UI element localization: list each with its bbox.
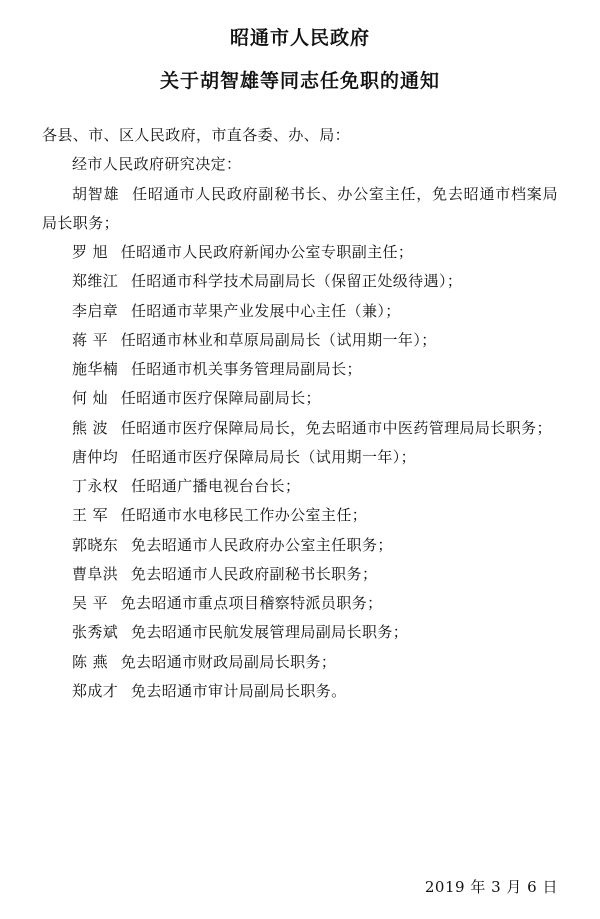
appointment-entry (42, 648, 558, 677)
salutation: 各县、市、区人民政府，市直各委、办、局： (42, 126, 351, 144)
appointment-entry (42, 560, 558, 589)
appointment-entry (42, 472, 558, 501)
entry-text: 免去昭通市审计局副局长职务。 (130, 681, 347, 700)
entry-text: 免去昭通市民航发展管理局副局长职务； (130, 623, 409, 642)
appointment-entry (42, 443, 558, 472)
entry-name: 胡智雄 (72, 184, 120, 203)
entry-text: 任昭通市水电移民工作办公室主任； (120, 506, 368, 525)
entry-name: 施华楠 (72, 360, 119, 378)
appointment-entry (42, 589, 558, 618)
appointment-entry (42, 618, 558, 647)
entry-text: 任昭通市苹果产业发展中心主任（兼）； (130, 301, 401, 320)
entry-name: 张秀斌 (72, 623, 119, 642)
entry-text: 任昭通市人民政府新闻办公室专职副主任； (120, 243, 414, 261)
entry-text: 免去昭通市人民政府副秘书长职务； (130, 564, 378, 583)
entry-text: 任昭通市科学技术局副局长（保留正处级待遇）； (130, 272, 463, 291)
entry-text: 免去昭通市人民政府办公室主任职务； (130, 535, 393, 554)
entry-name: 蒋 平 (72, 330, 108, 349)
entry-name: 熊 波 (72, 418, 108, 437)
entry-name: 罗 旭 (72, 243, 108, 261)
appointment-entry (42, 531, 558, 560)
entry-text: 任昭通市机关事务管理局副局长； (130, 360, 362, 378)
appointment-entry (42, 297, 558, 326)
title-line-issuer: 昭通市人民政府 (229, 27, 370, 49)
entry-name: 陈 燕 (72, 652, 108, 671)
entry-text: 免去昭通市重点项目稽察特派员职务； (120, 594, 383, 612)
appointment-entry (42, 326, 558, 355)
appointment-entry (42, 501, 558, 530)
entry-name: 何 灿 (72, 389, 108, 408)
entry-text: 任昭通市医疗保障局副局长； (120, 389, 321, 408)
entry-name: 吴 平 (72, 594, 108, 612)
appointment-entry (42, 384, 558, 413)
entry-name: 曹阜洪 (72, 564, 119, 583)
document-body (42, 121, 558, 706)
title-line-subject: 关于胡智雄等同志任免职的通知 (159, 69, 440, 92)
appointment-entry (42, 267, 558, 296)
entry-name: 王 军 (72, 506, 108, 525)
entry-text: 任昭通市医疗保障局局长（试用期一年）； (130, 447, 417, 466)
entry-text: 任昭通市医疗保障局局长，免去昭通市中医药管理局局长职务； (120, 418, 552, 437)
entry-text: 任昭通广播电视台台长； (130, 477, 301, 495)
page-title (42, 24, 558, 95)
entry-name: 唐仲均 (72, 447, 119, 466)
lead-paragraph: 经市人民政府研究决定： (72, 155, 242, 174)
entry-name: 郑维江 (72, 272, 119, 291)
appointment-entry (42, 238, 558, 267)
entry-name: 丁永权 (72, 477, 119, 495)
entry-name: 郭晓东 (72, 535, 119, 554)
appointment-entry (42, 677, 558, 706)
entry-name: 郑成才 (72, 681, 119, 700)
entry-text: 任昭通市人民政府副秘书长、办公室主任，免去昭通市档案局局长职务； (42, 184, 558, 232)
appointment-entry (42, 355, 558, 384)
appointment-entry (42, 180, 558, 239)
entry-text: 免去昭通市财政局副局长职务； (120, 652, 337, 671)
document-date: 2019 年 3 月 6 日 (424, 878, 558, 896)
entry-name: 李启章 (72, 301, 119, 320)
appointment-entry (42, 414, 558, 443)
entry-text: 任昭通市林业和草原局副局长（试用期一年）； (120, 330, 437, 349)
